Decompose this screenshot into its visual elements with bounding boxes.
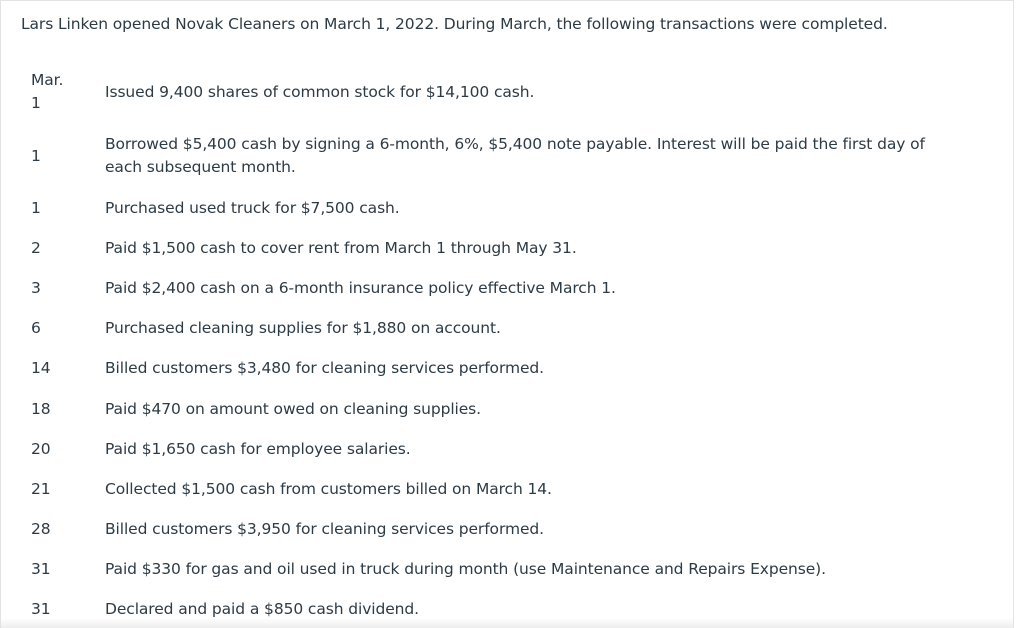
transaction-description: Collected $1,500 cash from customers billed on March 14. — [105, 480, 552, 498]
transaction-date: 18 — [31, 400, 51, 418]
problem-intro: Lars Linken opened Novak Cleaners on March 1, 2022. During March, the following transactions were completed. — [21, 15, 888, 33]
transaction-description: Borrowed $5,400 cash by signing a 6-month, 6%, $5,400 note payable. Interest will be paid the first day of each subsequent month. — [105, 135, 925, 176]
transaction-date: 28 — [31, 520, 51, 538]
transaction-date: 20 — [31, 440, 51, 458]
transaction-date: 1 — [31, 199, 41, 217]
transaction-date: 14 — [31, 359, 51, 377]
transaction-date: Mar. 1 — [31, 71, 64, 112]
transaction-date: 1 — [31, 147, 41, 165]
transaction-description: Paid $2,400 cash on a 6-month insurance policy effective March 1. — [105, 279, 616, 297]
transaction-date: 2 — [31, 239, 41, 257]
bottom-edge-shadow — [0, 618, 1014, 628]
transaction-description: Billed customers $3,950 for cleaning services performed. — [105, 520, 544, 538]
transaction-description: Declared and paid a $850 cash dividend. — [105, 600, 419, 618]
transaction-date: 31 — [31, 560, 51, 578]
transaction-description: Purchased used truck for $7,500 cash. — [105, 199, 400, 217]
transaction-description: Billed customers $3,480 for cleaning services performed. — [105, 359, 544, 377]
transaction-description: Paid $1,500 cash to cover rent from March 1 through May 31. — [105, 239, 577, 257]
transaction-description: Paid $470 on amount owed on cleaning supplies. — [105, 400, 481, 418]
transaction-description: Issued 9,400 shares of common stock for $14,100 cash. — [105, 83, 535, 101]
transaction-date: 31 — [31, 600, 51, 618]
transaction-description: Purchased cleaning supplies for $1,880 on account. — [105, 319, 501, 337]
transaction-date: 3 — [31, 279, 41, 297]
transaction-date: 6 — [31, 319, 41, 337]
transaction-date: 21 — [31, 480, 51, 498]
transaction-description: Paid $1,650 cash for employee salaries. — [105, 440, 411, 458]
transaction-description: Paid $330 for gas and oil used in truck during month (use Maintenance and Repairs Expense). — [105, 560, 826, 578]
